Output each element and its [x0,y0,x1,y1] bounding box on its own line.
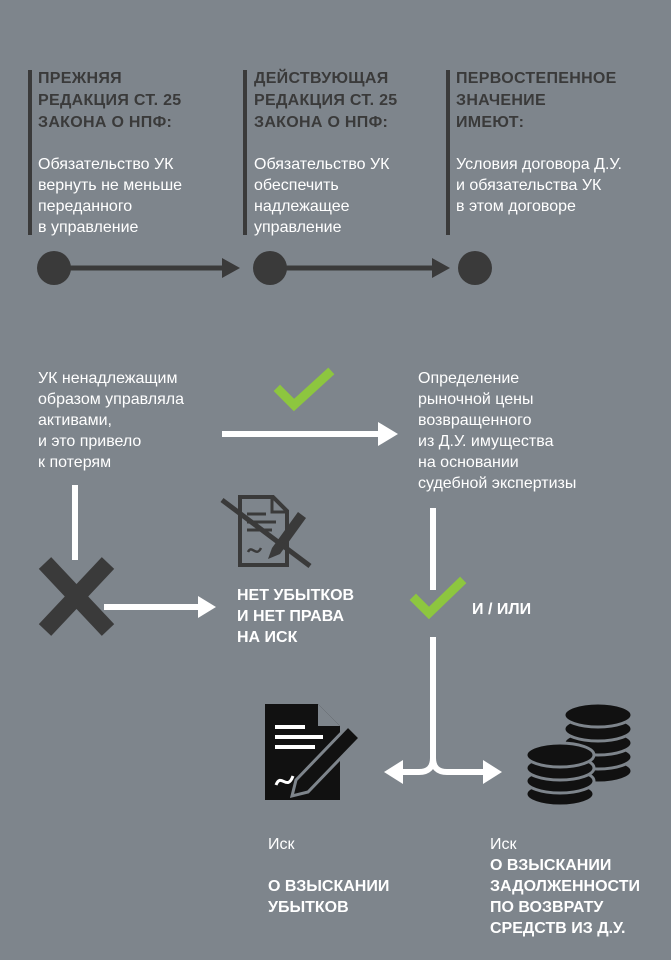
claim-losses-title: О ВЗЫСКАНИИ УБЫТКОВ [268,878,390,916]
timeline-bar-1 [28,70,32,235]
timeline-arrowhead-1 [222,258,240,278]
signed-document-icon [265,704,360,800]
timeline-bar-2 [243,70,247,235]
check-icon [280,374,328,405]
no-loss-text: НЕТ УБЫТКОВ И НЕТ ПРАВА НА ИСК [237,587,355,646]
timeline-dot-1 [37,251,71,285]
claim-debt-prefix: Иск [490,836,517,853]
arrowhead-cross-to-no-loss [198,596,216,618]
split-curves [402,758,484,772]
timeline-arrowhead-2 [432,258,450,278]
timeline-dot-3 [458,251,492,285]
determination-text: Определение рыночной цены возвращенного из Д.У. имущества на основании судебной экспертизы [418,370,577,492]
claim-losses-prefix: Иск [268,836,295,853]
timeline-title-3: ПЕРВОСТЕПЕННОЕ ЗНАЧЕНИЕ ИМЕЮТ: [456,70,617,131]
claim-losses-text [268,813,448,939]
timeline-bar-3 [446,70,450,235]
claim-debt-title-rest: ЗАДОЛЖЕННОСТИ ПО ВОЗВРАТУ СРЕДСТВ ИЗ Д.У. [490,878,640,937]
timeline-text-1: Обязательство УК вернуть не меньше переданного в управление [38,156,183,236]
arrowhead-condition-to-determination [378,422,398,446]
arrowhead-right [483,760,502,784]
and-or-label: И / ИЛИ [472,601,532,618]
check-icon-2 [416,583,460,613]
timeline-title-2: ДЕЙСТВУЮЩАЯ РЕДАКЦИЯ СТ. 25 ЗАКОНА О НПФ: [254,70,398,131]
condition-text: УК ненадлежащим образом управляла активами, и это привело к потерям [38,370,185,471]
claim-debt-text [490,813,670,960]
crossed-document-icon [222,497,310,566]
coins-icon [526,703,632,806]
timeline-text-3: Условия договора Д.У. и обязательства УК в этом договоре [456,156,622,215]
arrowhead-left [384,760,403,784]
timeline-dot-2 [253,251,287,285]
timeline-text-2: Обязательство УК обеспечить надлежащее управление [254,156,390,236]
timeline-title-1: ПРЕЖНЯЯ РЕДАКЦИЯ СТ. 25 ЗАКОНА О НПФ: [38,70,182,131]
claim-debt-title-first: О ВЗЫСКАНИИ [490,857,612,874]
cross-icon [45,563,108,630]
